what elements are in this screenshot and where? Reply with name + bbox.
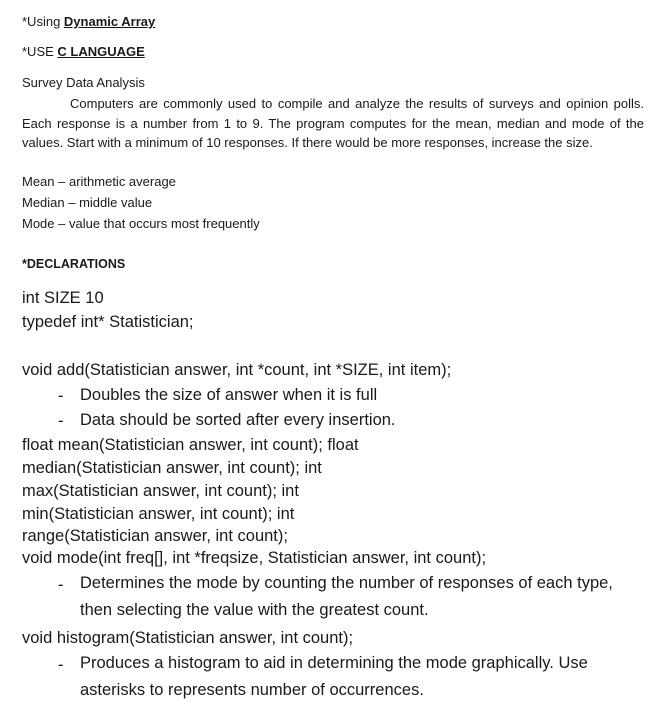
- description-paragraph: [22, 94, 644, 153]
- using-prefix: *Using: [22, 14, 64, 29]
- using-keyword: Dynamic Array: [63, 14, 156, 29]
- definition-median: Median – middle value: [22, 195, 153, 210]
- bullet-dash: -: [58, 412, 64, 430]
- code-histogram-signature: void histogram(Statistician answer, int count);: [22, 629, 354, 647]
- definition-mode: Mode – value that occurs most frequently: [22, 216, 260, 231]
- use-line: [22, 44, 145, 60]
- code-add-signature: void add(Statistician answer, int *count, int *SIZE, int item);: [22, 361, 452, 379]
- histogram-bullet: Produces a histogram to aid in determining the mode graphically. Use asterisks to represents number of occurrences.: [80, 654, 588, 699]
- using-line: [22, 14, 155, 30]
- code-func-line: void mode(int freq[], int *freqsize, Statistician answer, int count);: [22, 549, 487, 567]
- declarations-heading: *DECLARATIONS: [22, 257, 126, 271]
- definition-mean: Mean – arithmetic average: [22, 174, 176, 189]
- code-func-line: max(Statistician answer, int count); int: [22, 482, 299, 500]
- description-text: Computers are commonly used to compile and analyze the results of surveys and opinion polls. Each response is a number from 1 to 9. The program computes for the mean, median and mode of the values. Start with a minimum of 10 responses. If there would be more responses, increase the size.: [22, 96, 644, 150]
- use-keyword: C LANGUAGE: [57, 44, 145, 59]
- code-typedef: typedef int* Statistician;: [22, 313, 194, 331]
- code-size-define: int SIZE 10: [22, 289, 104, 307]
- add-bullet-2: Data should be sorted after every insertion.: [80, 411, 396, 429]
- code-func-line: float mean(Statistician answer, int count); float: [22, 436, 359, 454]
- code-func-line: min(Statistician answer, int count); int: [22, 505, 295, 523]
- bullet-dash: -: [58, 656, 64, 674]
- code-func-line: median(Statistician answer, int count); int: [22, 459, 322, 477]
- mode-bullet: Determines the mode by counting the number of responses of each type, then selecting the value with the greatest count.: [80, 574, 613, 619]
- code-func-line: range(Statistician answer, int count);: [22, 527, 288, 545]
- document-title: Survey Data Analysis: [22, 75, 145, 90]
- bullet-dash: -: [58, 387, 64, 405]
- use-prefix: *USE: [22, 44, 58, 59]
- bullet-dash: -: [58, 576, 64, 594]
- add-bullet-1: Doubles the size of answer when it is full: [80, 386, 378, 404]
